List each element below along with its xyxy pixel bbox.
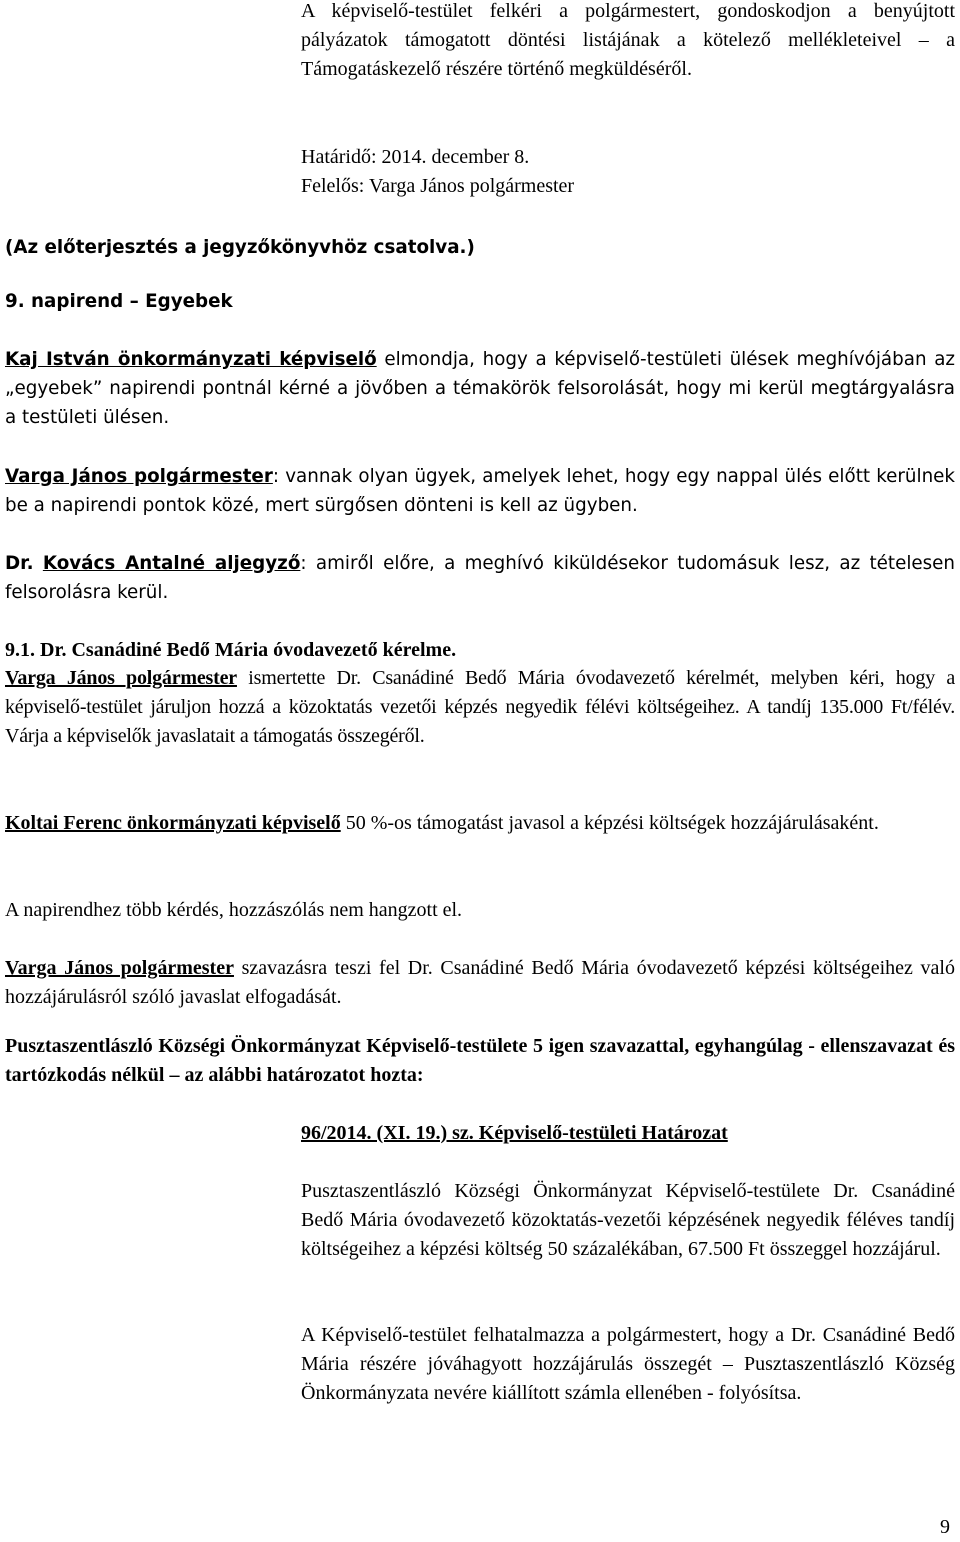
speaker-text: : vannak olyan ügyek, amelyek lehet, hogy egy nappal ülés előtt kerülnek be a napirendi pontok közé, mert sürgősen dönteni is kell az ügyben. bbox=[5, 466, 956, 516]
no-questions-line: A napirendhez több kérdés, hozzászólás nem hangzott el. bbox=[5, 899, 463, 921]
speaker-text: szavazásra teszi fel Dr. Csanádiné Bedő Mária óvodavezető képzési költségeihez való hozzájárulásról szóló javaslat elfogadását. bbox=[5, 957, 955, 1008]
resolution-title: 96/2014. (XI. 19.) sz. Képviselő-testületi Határozat bbox=[301, 1122, 728, 1144]
koltai-paragraph bbox=[5, 809, 955, 838]
speaker-title: Dr. bbox=[5, 553, 34, 574]
speaker-name: Koltai Ferenc önkormányzati képviselő bbox=[5, 812, 341, 834]
speaker-name: Varga János polgármester bbox=[5, 957, 234, 979]
mayor-reply-paragraph bbox=[5, 462, 955, 520]
notary-paragraph bbox=[5, 549, 955, 607]
resolution-paragraph-1: Pusztaszentlászló Községi Önkormányzat Képviselő-testülete Dr. Csanádiné Bedő Mária óvodavezető közoktatás-vezetői képzésének negyedik féléves tandíj költségeihez a képzési költség 50 százalékában, 67.500 Ft összeggel hozzájárul. bbox=[301, 1180, 955, 1260]
subitem-heading: 9.1. Dr. Csanádiné Bedő Mária óvodavezető kérelme. bbox=[5, 639, 457, 661]
responsible-line: Felelős: Varga János polgármester bbox=[301, 175, 575, 197]
speaker-text: : amiről előre, a meghívó kiküldésekor tudomásuk lesz, az tételesen felsorolásra kerül. bbox=[5, 553, 956, 603]
vote-call-paragraph bbox=[5, 954, 955, 1012]
speaker-text: ismertette Dr. Csanádiné Bedő Mária óvodavezető kérelmét, melyben kéri, hogy a képviselő-testület járuljon hozzá a közoktatás vezetői képzés negyedik félévi költségeihez. A tandíj 135.000 Ft/félév. Várja a képviselők javaslatait a támogatás összegéről. bbox=[5, 667, 955, 747]
speaker-name: Kaj István önkormányzati képviselő bbox=[5, 349, 377, 370]
resolution-paragraph-2: A Képviselő-testület felhatalmazza a polgármestert, hogy a Dr. Csanádiné Bedő Mária részére jóváhagyott hozzájárulás összegét – Pusztaszentlászló Község Önkormányzata nevére kiállított számla ellenében - folyósítsa. bbox=[301, 1324, 955, 1404]
speaker-name: Varga János polgármester bbox=[5, 667, 237, 689]
speaker-name: Varga János polgármester bbox=[5, 466, 273, 487]
vote-result-paragraph: Pusztaszentlászló Községi Önkormányzat Képviselő-testülete 5 igen szavazattal, egyhangúlag - ellenszavazat és tartózkodás nélkül – az alábbi határozatot hozta: bbox=[5, 1035, 955, 1086]
page-number: 9 bbox=[940, 1516, 950, 1538]
speaker-name: Kovács Antalné aljegyző bbox=[42, 553, 301, 574]
speaker-text: 50 %-os támogatást javasol a képzési költségek hozzájárulásaként. bbox=[340, 812, 879, 834]
agenda-heading: 9. napirend – Egyebek bbox=[5, 291, 233, 312]
deadline-line: Határidő: 2014. december 8. bbox=[301, 146, 530, 168]
speaker-text: elmondja, hogy a képviselő-testületi ülések meghívójában az „egyebek” napirendi pontnál kérné a jövőben a témakörök felsorolását, hogy mi kerül megtárgyalásra a testületi ülésen. bbox=[5, 349, 955, 428]
request-paragraph: A képviselő-testület felkéri a polgármestert, gondoskodjon a benyújtott pályázatok támogatott döntési listájának a kötelező mellékleteivel – a Támogatáskezelő részére történő megküldéséről. bbox=[301, 0, 955, 80]
attachment-note: (Az előterjesztés a jegyzőkönyvhöz csatolva.) bbox=[5, 237, 475, 258]
mayor-presentation-paragraph bbox=[5, 664, 955, 751]
kaj-paragraph bbox=[5, 345, 955, 432]
